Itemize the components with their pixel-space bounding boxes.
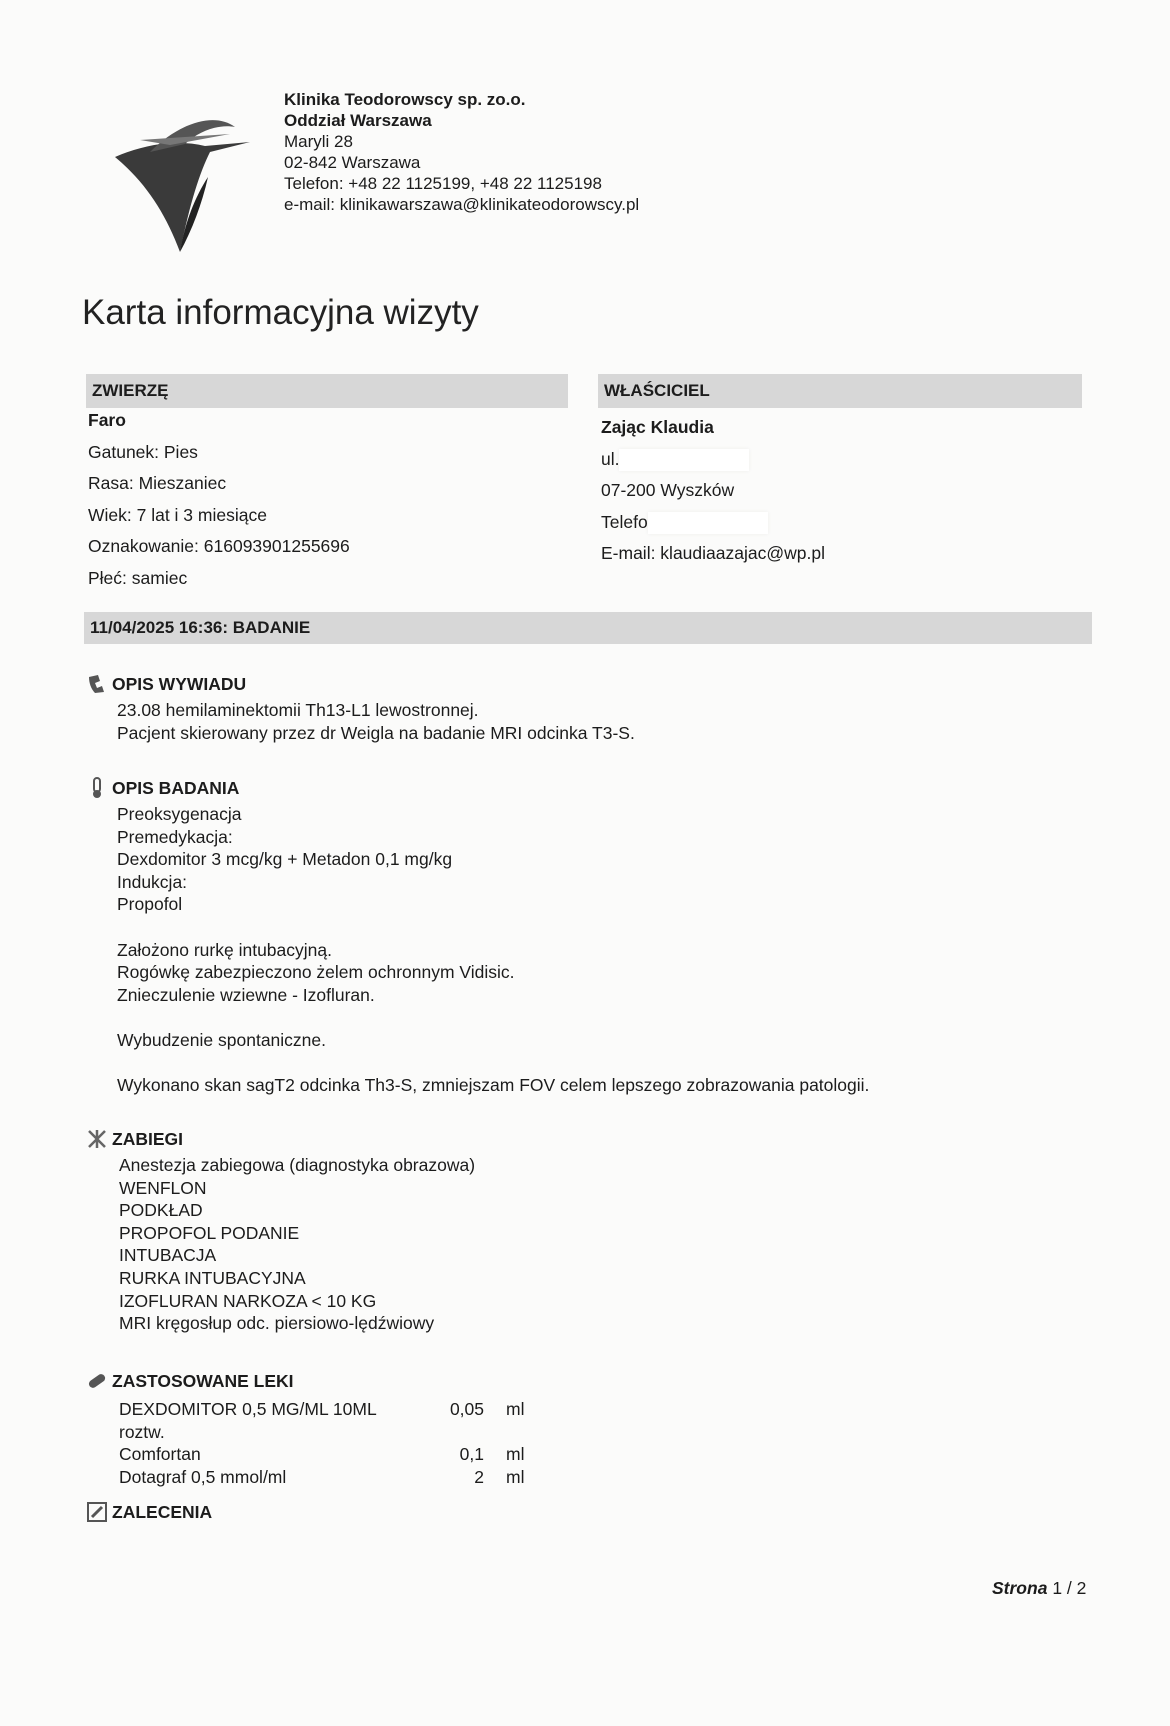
text-line: [117, 916, 869, 939]
text-line: Pacjent skierowany przez dr Weigla na badanie MRI odcinka T3-S.: [117, 722, 635, 743]
tools-icon: [86, 1128, 108, 1150]
clinic-info: [284, 89, 639, 215]
page-current: 1: [1052, 1578, 1063, 1598]
animal-breed: Rasa: Mieszaniec: [88, 473, 227, 494]
clinic-name: Klinika Teodorowscy sp. zo.o.: [284, 90, 526, 109]
drug-unit: ml: [506, 1399, 525, 1419]
page-number: [992, 1578, 1086, 1599]
visit-header: 11/04/2025 16:36: BADANIE: [84, 612, 1092, 644]
history-section: [86, 673, 635, 744]
text-line: Wykonano skan sagT2 odcinka Th3-S, zmniejszam FOV celem lepszego zobrazowania patologii.: [117, 1075, 870, 1096]
text-line: Premedykacja:: [117, 826, 233, 847]
owner-header: WŁAŚCICIEL: [598, 374, 1082, 408]
text-line: Znieczulenie wziewne - Izofluran.: [117, 984, 375, 1005]
text-line: PROPOFOL PODANIE: [119, 1222, 300, 1243]
history-title-text: OPIS WYWIADU: [112, 673, 247, 694]
owner-street: [601, 444, 825, 476]
drug-unit: ml: [506, 1466, 525, 1487]
recommendations-title-text: ZALECENIA: [112, 1501, 213, 1522]
text-line: PODKŁAD: [119, 1200, 203, 1221]
page-total: / 2: [1066, 1578, 1087, 1598]
exam-lines: [117, 803, 869, 1097]
history-title: [86, 673, 635, 695]
owner-city: 07-200 Wyszków: [601, 480, 735, 501]
procedures-title: [86, 1128, 475, 1150]
drug-name: Dotagraf 0,5 mmol/ml: [119, 1466, 287, 1487]
text-line: Wybudzenie spontaniczne.: [117, 1029, 327, 1050]
text-line: RURKA INTUBACYJNA: [119, 1267, 306, 1288]
table-row: [119, 1398, 566, 1443]
drugs-table: [119, 1398, 566, 1488]
drugs-title: [86, 1370, 566, 1392]
page-title: Karta informacyjna wizyty: [82, 293, 479, 332]
recommendations-section: [86, 1501, 212, 1523]
animal-sex: Płeć: samiec: [88, 567, 188, 588]
drugs-section: [86, 1370, 566, 1488]
procedures-section: [86, 1128, 475, 1335]
animal-details: [88, 405, 350, 595]
text-line: 23.08 hemilaminektomii Th13-L1 lewostronnej.: [117, 700, 479, 720]
exam-title-text: OPIS BADANIA: [112, 777, 240, 798]
text-line: Rogówkę zabezpieczono żelem ochronnym Vidisic.: [117, 962, 515, 983]
thermometer-icon: [86, 777, 108, 799]
drugs-title-text: ZASTOSOWANE LEKI: [112, 1370, 294, 1391]
exam-section: [86, 777, 869, 1097]
animal-species: Gatunek: Pies: [88, 441, 198, 462]
phone-icon: [86, 673, 108, 695]
text-line: Indukcja:: [117, 871, 188, 892]
owner-name: Zając Klaudia: [601, 417, 714, 437]
text-line: IZOFLURAN NARKOZA < 10 KG: [119, 1290, 377, 1311]
text-line: Propofol: [117, 894, 183, 915]
drug-unit: ml: [506, 1444, 525, 1465]
drug-qty: 0,05: [449, 1399, 484, 1419]
text-line: MRI kręgosłup odc. piersiowo-lędźwiowy: [119, 1313, 435, 1334]
owner-phone: [601, 507, 825, 539]
table-row: [119, 1443, 566, 1466]
clinic-street: Maryli 28: [284, 132, 353, 151]
edit-icon: [86, 1501, 108, 1523]
text-line: [117, 1052, 869, 1075]
procedures-title-text: ZABIEGI: [112, 1128, 183, 1149]
text-line: Anestezja zabiegowa (diagnostyka obrazowa): [119, 1155, 476, 1175]
owner-details: [601, 412, 825, 570]
exam-title: [86, 777, 869, 799]
recommendations-title: [86, 1501, 212, 1523]
clinic-branch: Oddział Warszawa: [284, 111, 432, 130]
text-line: Założono rurkę intubacyjną.: [117, 939, 332, 960]
drug-qty: 0,1: [459, 1444, 484, 1465]
clinic-city: 02-842 Warszawa: [284, 153, 421, 172]
owner-email: E-mail: klaudiaazajac@wp.pl: [601, 543, 825, 564]
animal-age: Wiek: 7 lat i 3 miesiące: [88, 504, 267, 525]
text-line: INTUBACJA: [119, 1245, 217, 1266]
animal-header: ZWIERZĘ: [86, 374, 568, 408]
drug-name: DEXDOMITOR 0,5 MG/ML 10ML roztw.: [119, 1399, 377, 1442]
history-lines: [117, 699, 635, 744]
page-label: Strona: [992, 1578, 1048, 1598]
animal-chip: Oznakowanie: 616093901255696: [88, 536, 350, 557]
animal-name: Faro: [88, 410, 126, 430]
clinic-phone: Telefon: +48 22 1125199, +48 22 1125198: [284, 174, 602, 193]
text-line: Dexdomitor 3 mcg/kg + Metadon 0,1 mg/kg: [117, 849, 453, 870]
text-line: [117, 1006, 869, 1029]
table-row: [119, 1466, 566, 1489]
pill-icon: [86, 1370, 108, 1392]
redaction-block: [619, 449, 749, 471]
text-line: Preoksygenacja: [117, 804, 242, 824]
procedures-lines: [119, 1154, 475, 1335]
text-line: WENFLON: [119, 1177, 207, 1198]
owner-street-prefix: ul.: [601, 448, 620, 469]
owner-phone-prefix: Telefo: [601, 511, 648, 532]
drug-qty: 2: [474, 1466, 484, 1487]
clinic-logo-icon: [110, 112, 270, 262]
drug-name: Comfortan: [119, 1444, 201, 1465]
clinic-email: e-mail: klinikawarszawa@klinikateodorowscy.pl: [284, 195, 640, 214]
redaction-block: [648, 512, 768, 534]
